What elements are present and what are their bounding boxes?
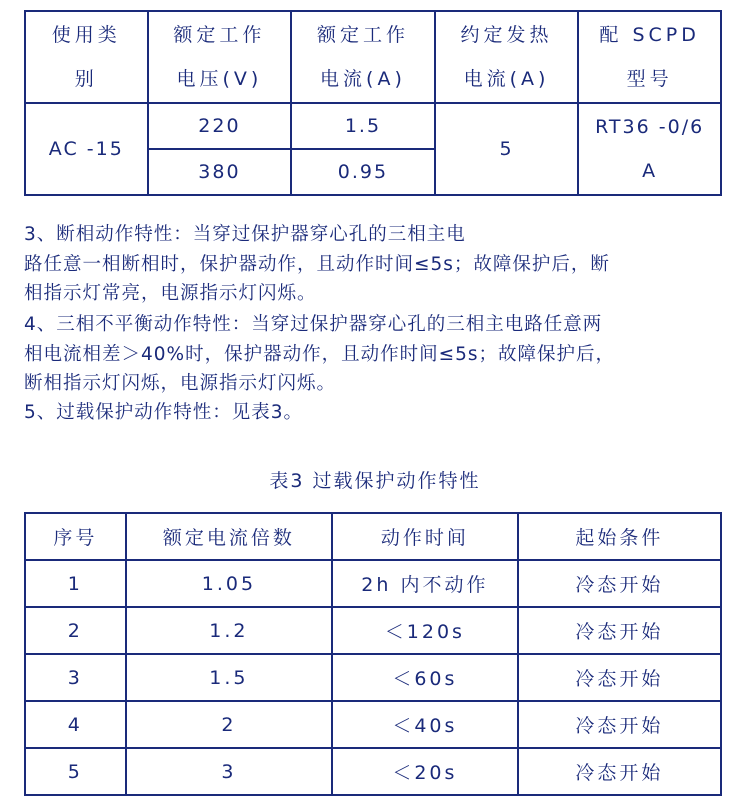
table-row [25, 748, 721, 795]
table-cell: ＜20s [332, 748, 518, 795]
table-caption: 表3 过载保护动作特性 [269, 470, 481, 492]
header-cell: 额定工作 电流(A) [291, 11, 435, 103]
table-cell: 冷态开始 [518, 560, 721, 607]
table-cell: 冷态开始 [518, 607, 721, 654]
header-cell: 额定工作 电压(V) [148, 11, 292, 103]
paragraph-overload: 5、过载保护动作特性：见表3。 [24, 402, 304, 423]
table-header-row [25, 11, 721, 103]
current-cell: 1.5 [291, 103, 435, 149]
header-cell: 配 SCPD 型号 [578, 11, 721, 103]
table-cell: 2 [25, 607, 126, 654]
current-cell: 0.95 [291, 149, 435, 195]
table-cell: 4 [25, 701, 126, 748]
table-cell: 1.2 [126, 607, 332, 654]
table-cell: 冷态开始 [518, 654, 721, 701]
header-cell: 序号 [25, 513, 126, 560]
table-cell: 5 [25, 748, 126, 795]
table-cell: 2 [126, 701, 332, 748]
header-cell: 约定发热 电流(A) [435, 11, 579, 103]
paragraph-imbalance: 4、三相不平衡动作特性：当穿过保护器穿心孔的三相主电路任意两 相电流相差＞40%时，保护器动作，且动作时间≤5s；故障保护后， 断相指示灯闪烁，电源指示灯闪烁。 [24, 314, 616, 394]
table-row [25, 607, 721, 654]
table-header-row [25, 513, 721, 560]
overload-protection-table [24, 512, 722, 796]
paragraph-phase-loss: 3、断相动作特性：当穿过保护器穿心孔的三相主电 路任意一相断相时，保护器动作，且动作时间≤5s；故障保护后，断 相指示灯常亮，电源指示灯闪烁。 [24, 224, 610, 304]
table-row [25, 560, 721, 607]
table-row [25, 103, 721, 149]
header-cell: 动作时间 [332, 513, 518, 560]
table-cell: 1.5 [126, 654, 332, 701]
category-cell: AC -15 [25, 103, 148, 195]
table-row [25, 654, 721, 701]
table-row [25, 701, 721, 748]
table-cell: 冷态开始 [518, 748, 721, 795]
rated-parameters-table [24, 10, 722, 196]
table-cell: 2h 内不动作 [332, 560, 518, 607]
table-cell: ＜40s [332, 701, 518, 748]
table-cell: 3 [126, 748, 332, 795]
header-cell: 使用类 别 [25, 11, 148, 103]
table-cell: ＜120s [332, 607, 518, 654]
header-cell: 起始条件 [518, 513, 721, 560]
voltage-cell: 380 [148, 149, 292, 195]
thermal-current-cell: 5 [435, 103, 579, 195]
table-cell: 1 [25, 560, 126, 607]
scpd-model-cell: RT36 -0/6 A [578, 103, 721, 195]
voltage-cell: 220 [148, 103, 292, 149]
table-cell: ＜60s [332, 654, 518, 701]
table-cell: 冷态开始 [518, 701, 721, 748]
table-cell: 1.05 [126, 560, 332, 607]
header-cell: 额定电流倍数 [126, 513, 332, 560]
table-cell: 3 [25, 654, 126, 701]
